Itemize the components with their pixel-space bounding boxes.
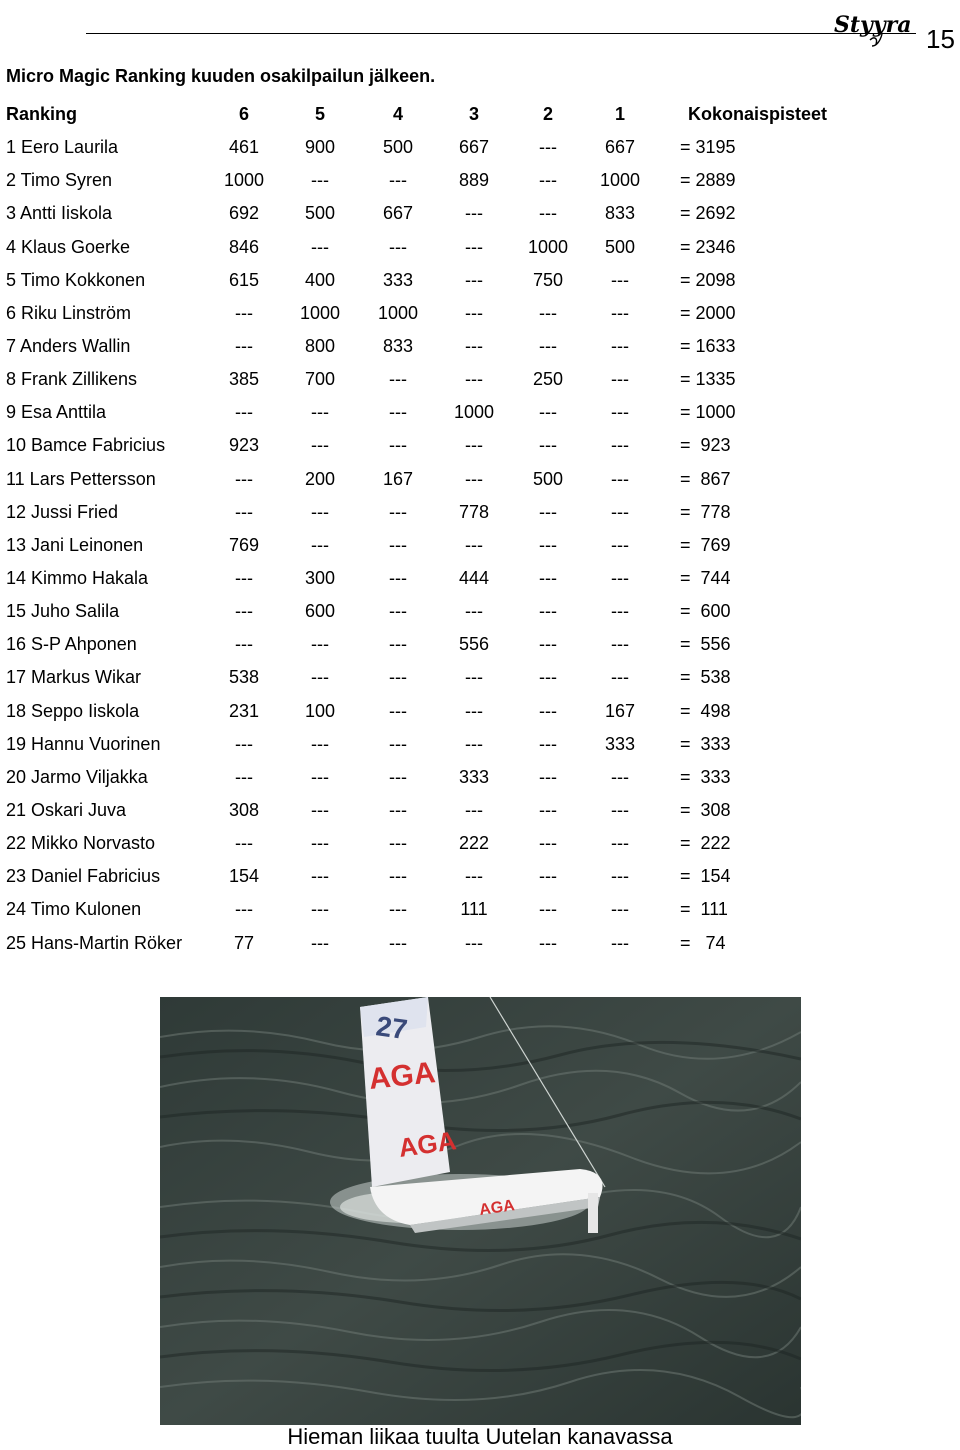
- race-points: ---: [235, 468, 253, 489]
- total-points: = 333: [680, 733, 731, 754]
- race-points: ---: [389, 369, 407, 390]
- total-points: = 74: [680, 932, 726, 953]
- race-points: ---: [465, 601, 483, 622]
- column-header: 2: [542, 104, 554, 124]
- race-points: ---: [611, 269, 629, 290]
- race-points: ---: [465, 700, 483, 721]
- race-points: 308: [228, 799, 260, 820]
- participant-name: 4 Klaus Goerke: [6, 236, 131, 257]
- participant-name: 13 Jani Leinonen: [6, 534, 144, 555]
- participant-name: 10 Bamce Fabricius: [6, 435, 166, 456]
- logo-text: Styyra: [834, 12, 912, 38]
- race-points: 200: [304, 468, 336, 489]
- table-row: [0, 396, 900, 429]
- table-body: [0, 131, 900, 960]
- participant-name: 14 Kimmo Hakala: [6, 567, 149, 588]
- race-points: ---: [465, 203, 483, 224]
- race-points: ---: [389, 833, 407, 854]
- race-points: ---: [389, 236, 407, 257]
- race-points: 778: [458, 501, 490, 522]
- total-points: = 222: [680, 833, 731, 854]
- table-row: [0, 860, 900, 893]
- race-points: 556: [458, 634, 490, 655]
- race-points: 333: [382, 269, 414, 290]
- race-points: ---: [611, 634, 629, 655]
- race-points: ---: [389, 733, 407, 754]
- participant-name: 12 Jussi Fried: [6, 501, 119, 522]
- race-points: 300: [304, 567, 336, 588]
- race-points: ---: [611, 866, 629, 887]
- race-points: 769: [228, 534, 260, 555]
- race-points: 1000: [527, 236, 569, 257]
- table-row: [0, 330, 900, 363]
- race-points: 500: [382, 137, 414, 158]
- race-points: 167: [382, 468, 414, 489]
- table-row: [0, 264, 900, 297]
- total-points: = 538: [680, 667, 731, 688]
- table-row: [0, 595, 900, 628]
- total-points: = 867: [680, 468, 731, 489]
- race-points: 231: [228, 700, 260, 721]
- race-points: ---: [539, 170, 557, 191]
- participant-name: 7 Anders Wallin: [6, 335, 131, 356]
- race-points: ---: [611, 899, 629, 920]
- race-points: ---: [539, 634, 557, 655]
- styyra-logo: [830, 4, 922, 48]
- race-points: 1000: [299, 302, 341, 323]
- photo-caption: [0, 1424, 960, 1450]
- total-points: = 923: [680, 435, 731, 456]
- race-points: ---: [389, 601, 407, 622]
- sail-logo-bottom: AGA: [396, 1125, 459, 1163]
- column-header: 4: [392, 104, 404, 124]
- race-points: ---: [465, 468, 483, 489]
- race-points: ---: [311, 766, 329, 787]
- total-points: = 1633: [680, 335, 736, 356]
- participant-name: 19 Hannu Vuorinen: [6, 733, 161, 754]
- race-points: ---: [311, 866, 329, 887]
- race-points: ---: [465, 866, 483, 887]
- race-points: ---: [389, 799, 407, 820]
- participant-name: 3 Antti Iiskola: [6, 203, 113, 224]
- race-points: ---: [539, 733, 557, 754]
- race-points: ---: [311, 501, 329, 522]
- race-points: ---: [611, 369, 629, 390]
- race-points: ---: [235, 899, 253, 920]
- race-points: 667: [604, 137, 636, 158]
- race-points: ---: [611, 302, 629, 323]
- total-points: = 2098: [680, 269, 736, 290]
- total-points: = 744: [680, 567, 731, 588]
- race-points: 1000: [453, 402, 495, 423]
- participant-name: 18 Seppo Iiskola: [6, 700, 140, 721]
- table-row: [0, 496, 900, 529]
- participant-name: 22 Mikko Norvasto: [6, 833, 156, 854]
- race-points: ---: [389, 534, 407, 555]
- ranking-table: [0, 98, 900, 960]
- race-points: ---: [539, 302, 557, 323]
- participant-name: 2 Timo Syren: [6, 170, 113, 191]
- total-points: = 600: [680, 601, 731, 622]
- table-row: [0, 529, 900, 562]
- table-row: [0, 429, 900, 462]
- race-points: ---: [389, 667, 407, 688]
- race-points: ---: [311, 534, 329, 555]
- race-points: ---: [539, 932, 557, 953]
- race-points: ---: [539, 203, 557, 224]
- race-points: ---: [389, 866, 407, 887]
- race-points: 385: [228, 369, 260, 390]
- total-points: = 308: [680, 799, 731, 820]
- race-points: ---: [389, 501, 407, 522]
- race-points: ---: [465, 534, 483, 555]
- race-points: ---: [539, 799, 557, 820]
- table-row: [0, 131, 900, 164]
- participant-name: 9 Esa Anttila: [6, 402, 107, 423]
- race-points: 889: [458, 170, 490, 191]
- participant-name: 23 Daniel Fabricius: [6, 866, 161, 887]
- table-row: [0, 794, 900, 827]
- race-points: 222: [458, 833, 490, 854]
- race-points: 667: [382, 203, 414, 224]
- participant-name: 15 Juho Salila: [6, 601, 120, 622]
- race-points: ---: [539, 501, 557, 522]
- table-row: [0, 463, 900, 496]
- table-row: [0, 728, 900, 761]
- race-points: ---: [539, 435, 557, 456]
- race-points: ---: [539, 534, 557, 555]
- column-header: 6: [238, 104, 250, 124]
- race-points: 250: [532, 369, 564, 390]
- race-points: ---: [539, 766, 557, 787]
- total-points: = 111: [680, 899, 728, 920]
- total-points: = 3195: [680, 137, 736, 158]
- race-points: 833: [604, 203, 636, 224]
- race-points: ---: [389, 170, 407, 191]
- race-points: ---: [389, 402, 407, 423]
- race-points: ---: [611, 932, 629, 953]
- total-points: = 498: [680, 700, 731, 721]
- participant-name: 25 Hans-Martin Röker: [6, 932, 183, 953]
- sail-number: 27: [374, 1010, 410, 1046]
- participant-name: 21 Oskari Juva: [6, 799, 127, 820]
- race-points: ---: [465, 667, 483, 688]
- participant-name: 20 Jarmo Viljakka: [6, 766, 148, 787]
- race-points: 900: [304, 137, 336, 158]
- total-points: = 2692: [680, 203, 736, 224]
- race-points: 615: [228, 269, 260, 290]
- race-points: ---: [311, 170, 329, 191]
- race-points: ---: [465, 269, 483, 290]
- table-row: [0, 363, 900, 396]
- race-points: ---: [611, 601, 629, 622]
- table-row: [0, 695, 900, 728]
- race-points: ---: [235, 501, 253, 522]
- race-points: ---: [311, 733, 329, 754]
- race-points: 461: [228, 137, 260, 158]
- table-row: [0, 297, 900, 330]
- race-points: ---: [235, 302, 253, 323]
- race-points: 833: [382, 335, 414, 356]
- race-points: 700: [304, 369, 336, 390]
- race-points: ---: [389, 634, 407, 655]
- column-header: 5: [314, 104, 326, 124]
- page-number: 15: [926, 24, 955, 54]
- table-row: [0, 827, 900, 860]
- race-points: ---: [465, 302, 483, 323]
- page-heading: Micro Magic Ranking kuuden osakilpailun jälkeen.: [6, 66, 436, 86]
- table-header-row: [0, 98, 900, 131]
- race-points: ---: [235, 833, 253, 854]
- race-points: ---: [539, 335, 557, 356]
- race-points: ---: [235, 766, 253, 787]
- caption-text: Hieman liikaa tuulta Uutelan kanavassa: [287, 1424, 673, 1449]
- table-row: [0, 628, 900, 661]
- column-header: 1: [614, 104, 626, 124]
- table-row: [0, 661, 900, 694]
- race-points: ---: [235, 402, 253, 423]
- race-points: ---: [389, 932, 407, 953]
- race-points: 77: [233, 932, 255, 953]
- race-points: ---: [539, 899, 557, 920]
- race-points: ---: [539, 402, 557, 423]
- race-points: 1000: [377, 302, 419, 323]
- race-points: 333: [458, 766, 490, 787]
- race-points: ---: [311, 435, 329, 456]
- race-points: 167: [604, 700, 636, 721]
- race-points: ---: [611, 799, 629, 820]
- race-points: 154: [228, 866, 260, 887]
- race-points: ---: [611, 335, 629, 356]
- race-points: ---: [465, 435, 483, 456]
- race-points: ---: [465, 799, 483, 820]
- race-points: ---: [611, 567, 629, 588]
- race-points: ---: [539, 667, 557, 688]
- race-points: 444: [458, 567, 490, 588]
- sailboat-photo: [160, 997, 801, 1425]
- total-points: = 556: [680, 634, 731, 655]
- race-points: ---: [311, 634, 329, 655]
- race-points: 400: [304, 269, 336, 290]
- table-row: [0, 927, 900, 960]
- race-points: 923: [228, 435, 260, 456]
- race-points: ---: [311, 899, 329, 920]
- race-points: ---: [311, 236, 329, 257]
- race-points: ---: [611, 766, 629, 787]
- race-points: 750: [532, 269, 564, 290]
- race-points: 846: [228, 236, 260, 257]
- participant-name: 5 Timo Kokkonen: [6, 269, 146, 290]
- race-points: ---: [235, 567, 253, 588]
- total-points: = 1335: [680, 369, 736, 390]
- participant-name: 17 Markus Wikar: [6, 667, 142, 688]
- race-points: ---: [611, 468, 629, 489]
- table-row: [0, 562, 900, 595]
- total-points: = 2346: [680, 236, 736, 257]
- total-points: = 333: [680, 766, 731, 787]
- total-points: = 1000: [680, 402, 736, 423]
- participant-name: 8 Frank Zillikens: [6, 369, 138, 390]
- table-row: [0, 893, 900, 926]
- table-row: [0, 197, 900, 230]
- race-points: 333: [604, 733, 636, 754]
- race-points: ---: [539, 866, 557, 887]
- race-points: ---: [311, 932, 329, 953]
- race-points: ---: [611, 833, 629, 854]
- race-points: ---: [389, 766, 407, 787]
- total-points: = 2889: [680, 170, 736, 191]
- participant-name: 16 S-P Ahponen: [6, 634, 137, 655]
- race-points: ---: [611, 435, 629, 456]
- race-points: ---: [611, 534, 629, 555]
- race-points: ---: [539, 833, 557, 854]
- race-points: ---: [311, 799, 329, 820]
- race-points: ---: [389, 700, 407, 721]
- race-points: ---: [235, 335, 253, 356]
- race-points: ---: [465, 369, 483, 390]
- race-points: ---: [611, 501, 629, 522]
- column-header: Ranking: [6, 104, 78, 124]
- participant-name: 1 Eero Laurila: [6, 137, 119, 158]
- race-points: ---: [465, 335, 483, 356]
- race-points: ---: [465, 932, 483, 953]
- race-points: 600: [304, 601, 336, 622]
- table-row: [0, 761, 900, 794]
- race-points: ---: [389, 899, 407, 920]
- race-points: ---: [311, 402, 329, 423]
- race-points: 692: [228, 203, 260, 224]
- total-points: = 769: [680, 534, 731, 555]
- participant-name: 11 Lars Pettersson: [6, 468, 156, 489]
- race-points: ---: [539, 601, 557, 622]
- table-row: [0, 164, 900, 197]
- race-points: 500: [304, 203, 336, 224]
- header-rule: [86, 33, 916, 34]
- race-points: ---: [611, 667, 629, 688]
- participant-name: 6 Riku Linström: [6, 302, 132, 323]
- race-points: 100: [304, 700, 336, 721]
- race-points: 538: [228, 667, 260, 688]
- race-points: ---: [465, 236, 483, 257]
- race-points: 800: [304, 335, 336, 356]
- participant-name: 24 Timo Kulonen: [6, 899, 142, 920]
- table-row: [0, 231, 900, 264]
- race-points: ---: [235, 634, 253, 655]
- column-header: 3: [468, 104, 480, 124]
- race-points: 1000: [599, 170, 641, 191]
- race-points: ---: [539, 567, 557, 588]
- total-points: = 154: [680, 866, 731, 887]
- total-points: = 778: [680, 501, 731, 522]
- race-points: ---: [611, 402, 629, 423]
- sail-logo-top: AGA: [367, 1056, 438, 1096]
- race-points: ---: [311, 833, 329, 854]
- race-points: 500: [532, 468, 564, 489]
- race-points: ---: [539, 137, 557, 158]
- race-points: 500: [604, 236, 636, 257]
- race-points: 667: [458, 137, 490, 158]
- race-points: ---: [235, 601, 253, 622]
- column-header: Kokonaispisteet: [688, 104, 828, 124]
- race-points: ---: [311, 667, 329, 688]
- total-points: = 2000: [680, 302, 736, 323]
- race-points: ---: [389, 567, 407, 588]
- race-points: ---: [539, 700, 557, 721]
- race-points: 111: [460, 899, 488, 920]
- race-points: ---: [465, 733, 483, 754]
- race-points: 1000: [223, 170, 265, 191]
- race-points: ---: [235, 733, 253, 754]
- hull-logo: AGA: [478, 1197, 516, 1219]
- race-points: ---: [389, 435, 407, 456]
